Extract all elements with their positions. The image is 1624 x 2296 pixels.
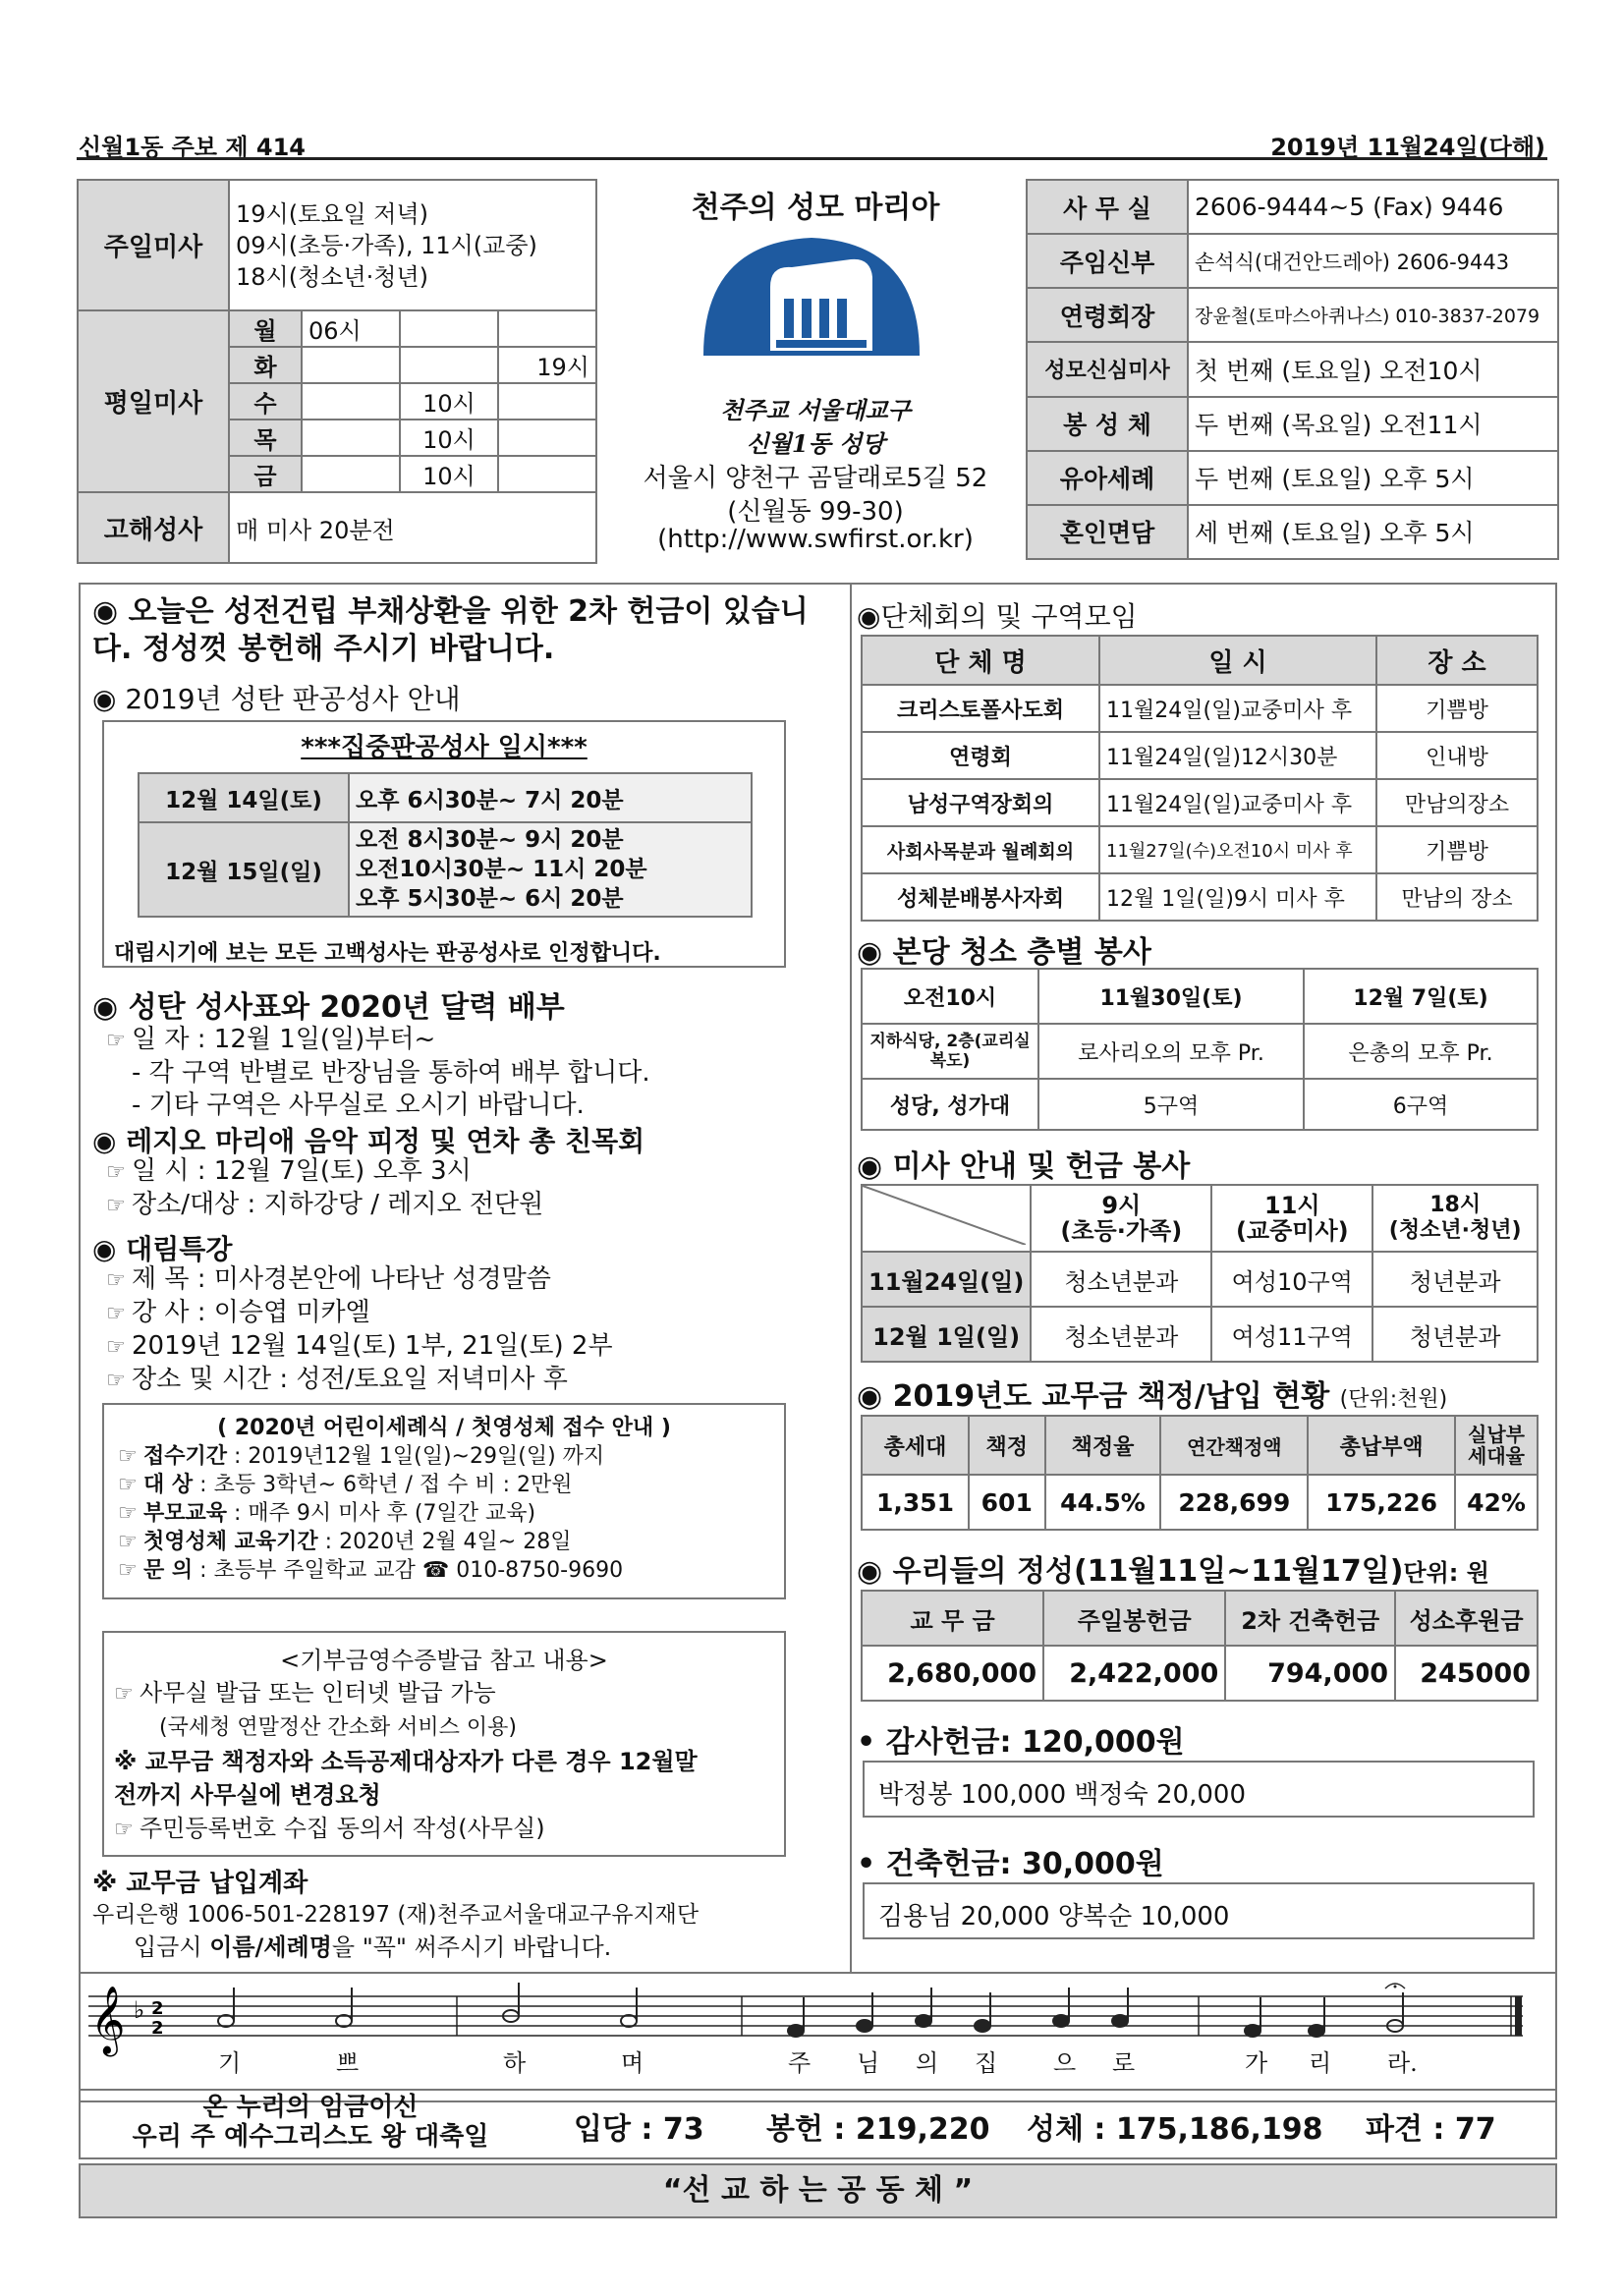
calendar-line: 일 자 : 12월 1일(일)부터~	[132, 1025, 436, 1054]
offering-title: ◉ 미사 안내 및 헌금 봉사	[857, 1149, 1191, 1184]
receipt-line: (국세청 연말정산 간소화 서비스 이용)	[159, 1715, 517, 1740]
tithe-value: 42%	[1455, 1475, 1538, 1530]
feast-name	[94, 2093, 527, 2152]
pointing-hand-icon: ☞	[106, 1302, 126, 1326]
advent-line: 2019년 12월 14일(토) 1부, 21일(토) 2부	[132, 1331, 613, 1361]
thanks-offering-donors: 박정봉 100,000 백정숙 20,000	[863, 1761, 1535, 1818]
contact-value: 장윤철(토마스아퀴나스) 010-3837-2079	[1188, 288, 1558, 342]
diagonal-line-icon	[863, 1186, 1026, 1245]
contact-value: 손석식(대건안드레아) 2606-9443	[1188, 234, 1558, 288]
weekly-offering-table	[861, 1590, 1539, 1702]
pointing-hand-icon: ☞	[118, 1473, 138, 1497]
weekday-time	[498, 456, 596, 492]
tithe-value: 228,699	[1160, 1475, 1308, 1530]
meeting-group: 연령회	[862, 732, 1099, 779]
meetings-header: 단 체 명	[862, 636, 1099, 685]
legio-title: ◉ 레지오 마리애 음악 피정 및 연차 총 친목회	[92, 1125, 645, 1157]
baptism-key: 문 의	[143, 1558, 194, 1583]
receipt-line: ※ 교무금 책정자와 소득공제대상자가 다른 경우 12월말	[114, 1748, 698, 1775]
tithe-header: 실납부 세대율	[1455, 1416, 1538, 1475]
confession-note: 대림시기에 보는 모든 고백성사는 판공성사로 인정합니다.	[114, 941, 661, 966]
account-instruction-a: 입금시	[134, 1933, 210, 1961]
offering-group: 여성11구역	[1211, 1307, 1372, 1362]
christmas-confession-title: ◉ 2019년 성탄 판공성사 안내	[92, 683, 461, 715]
meeting-place: 인내방	[1376, 732, 1538, 779]
header-rule	[77, 157, 1547, 160]
offering-header: 11시	[1264, 1192, 1320, 1219]
sunday-line: 18시(청소년·청년)	[236, 262, 428, 291]
confession-time: 오후 6시30분~ 7시 20분	[349, 773, 752, 822]
receipt-line: 주민등록번호 수집 동의서 작성(사무실)	[140, 1815, 545, 1842]
tithe-header: 총납부액	[1308, 1416, 1455, 1475]
weekday-time	[498, 420, 596, 456]
sunday-line: 09시(초등·가족), 11시(교중)	[236, 231, 537, 259]
cleaning-group: 은총의 모후 Pr.	[1304, 1024, 1538, 1079]
weekly-value: 794,000	[1225, 1646, 1395, 1701]
weekly-offering-title-text: ◉ 우리들의 정성(11월11일~11월17일)	[857, 1554, 1404, 1589]
music-divider	[79, 1972, 1557, 1974]
cleaning-area: 성당, 성가대	[862, 1079, 1038, 1130]
offering-header-sub: (교중미사)	[1235, 1217, 1349, 1245]
confession-schedule	[138, 772, 753, 918]
motto-banner: “선 교 하 는 공 동 체 ”	[79, 2163, 1557, 2218]
attendance-offering: 봉헌 : 219,220	[766, 2112, 990, 2147]
baptism-value: : 초등 3학년~ 6학년 / 접 수 비 : 2만원	[193, 1473, 573, 1497]
meetings-header: 일 시	[1099, 636, 1376, 685]
cleaning-table	[861, 968, 1539, 1131]
church-title: 천주의 성모 마리아	[691, 191, 940, 225]
contact-value: 두 번째 (목요일) 오전11시	[1188, 397, 1558, 451]
pointing-hand-icon: ☞	[106, 1029, 126, 1053]
tithe-header: 책정율	[1045, 1416, 1161, 1475]
svg-text:2: 2	[151, 1998, 164, 2019]
weekly-offering-title	[857, 1546, 1489, 1590]
cleaning-header: 12월 7일(토)	[1304, 969, 1538, 1024]
meeting-time: 12월 1일(일)9시 미사 후	[1099, 873, 1376, 921]
bulletin-date: 2019년 11월24일(다해)	[1270, 134, 1545, 161]
contact-value: 두 번째 (토요일) 오후 5시	[1188, 451, 1558, 505]
weekday-time	[498, 383, 596, 420]
thanks-offering-title: • 감사헌금: 120,000원	[857, 1725, 1185, 1760]
weekday-time: 10시	[400, 420, 498, 456]
debt-notice: ◉ 오늘은 성전건립 부채상환을 위한 2차 헌금이 있습니다. 정성껏 봉헌해 주시기 바랍니다.	[92, 594, 809, 666]
offering-group: 청년분과	[1372, 1252, 1538, 1307]
tithe-header: 총세대	[862, 1416, 969, 1475]
legio-line: 일 시 : 12월 7일(토) 오후 3시	[132, 1156, 472, 1186]
advent-lecture-title: ◉ 대림특강	[92, 1233, 233, 1265]
lyric: 쁘	[336, 2049, 360, 2077]
church-logo-icon	[694, 228, 929, 385]
confession-time: 오전10시30분~ 11시 20분	[356, 857, 647, 882]
church-address: 서울시 양천구 곰달래로5길 52	[643, 464, 988, 493]
attendance-dismissal: 파견 : 77	[1366, 2112, 1496, 2147]
meetings-title: ◉단체회의 및 구역모임	[857, 600, 1138, 633]
baptism-title: ( 2020년 어린이세례식 / 첫영성체 접수 안내 )	[217, 1416, 671, 1440]
meeting-group: 성체분배봉사자회	[862, 873, 1099, 921]
weekday-time	[400, 310, 498, 347]
lyric: 주	[788, 2049, 812, 2077]
tithe-unit: (단위:천원)	[1339, 1387, 1448, 1412]
mass-times-table	[77, 179, 597, 564]
pointing-hand-icon: ☞	[118, 1501, 138, 1526]
lyric: 가	[1245, 2049, 1268, 2077]
attendance-entrance: 입당 : 73	[574, 2112, 704, 2147]
weekday-time	[400, 347, 498, 383]
legio-line: 장소/대상 : 지하강당 / 레지오 전단원	[132, 1190, 544, 1219]
lyric: 의	[916, 2049, 939, 2077]
meeting-group: 사회사목분과 월례회의	[862, 826, 1099, 873]
svg-text:𝄞: 𝄞	[90, 1986, 126, 2054]
contact-label: 성모신심미사	[1027, 342, 1188, 396]
contact-label: 연령회장	[1027, 288, 1188, 342]
confession-date: 12월 15일(일)	[139, 822, 349, 917]
sunday-mass-label: 주일미사	[78, 180, 229, 310]
tithe-value: 44.5%	[1045, 1475, 1161, 1530]
contact-label: 주임신부	[1027, 234, 1188, 288]
weekday-time	[302, 456, 400, 492]
weekday-time	[302, 347, 400, 383]
confession-box-title	[102, 727, 786, 763]
hymn-lyrics	[0, 2044, 1624, 2077]
cleaning-header: 오전10시	[862, 969, 1038, 1024]
meeting-place: 만남의 장소	[1376, 873, 1538, 921]
pointing-hand-icon: ☞	[118, 1558, 138, 1583]
offering-header: 9시	[1101, 1192, 1142, 1219]
calendar-title: ◉ 성탄 성사표와 2020년 달력 배부	[92, 990, 565, 1025]
weekday-time: 19시	[498, 347, 596, 383]
offering-group: 청년분과	[1372, 1307, 1538, 1362]
pointing-hand-icon: ☞	[114, 1682, 134, 1707]
meeting-time: 11월24일(일)교중미사 후	[1099, 685, 1376, 732]
cleaning-header: 11월30일(토)	[1038, 969, 1304, 1024]
weekday-day: 월	[229, 310, 302, 347]
account-line: 우리은행 1006-501-228197 (재)천주교서울대교구유지재단	[92, 1902, 700, 1928]
weekday-time	[302, 383, 400, 420]
lyric: 라.	[1387, 2049, 1418, 2077]
meetings-header: 장 소	[1376, 636, 1538, 685]
weekday-mass-label: 평일미사	[78, 310, 229, 492]
weekday-time	[302, 420, 400, 456]
weekly-header: 주일봉헌금	[1043, 1591, 1225, 1646]
offering-header: 18시	[1429, 1193, 1482, 1217]
weekday-time: 10시	[400, 383, 498, 420]
weekday-day: 화	[229, 347, 302, 383]
offering-header-sub: (청소년·청년)	[1388, 1218, 1522, 1243]
weekly-header: 성소후원금	[1395, 1591, 1538, 1646]
lyric: 하	[503, 2049, 527, 2077]
weekly-value: 245000	[1395, 1646, 1538, 1701]
receipt-title: <기부금영수증발급 참고 내용>	[280, 1647, 608, 1674]
offering-date: 11월24일(일)	[862, 1252, 1031, 1307]
meeting-time: 11월24일(일)12시30분	[1099, 732, 1376, 779]
calendar-line: - 기타 구역은 사무실로 오시기 바랍니다.	[132, 1091, 585, 1120]
logo-caption-2: 신월1동 성당	[746, 429, 885, 458]
column-divider	[850, 583, 852, 1973]
offering-group: 여성10구역	[1211, 1252, 1372, 1307]
weekday-day: 수	[229, 383, 302, 420]
logo-caption-1: 천주교 서울대교구	[720, 396, 911, 424]
attendance-communion: 성체 : 175,186,198	[1027, 2112, 1323, 2147]
church-url[interactable]: (http://www.swfirst.or.kr)	[657, 525, 974, 554]
lyric: 로	[1112, 2049, 1136, 2077]
contact-value: 2606-9444~5 (Fax) 9446	[1188, 180, 1558, 234]
meeting-time: 11월24일(일)교중미사 후	[1099, 779, 1376, 826]
pointing-hand-icon: ☞	[106, 1268, 126, 1293]
tithe-title	[857, 1372, 1447, 1415]
cleaning-group: 6구역	[1304, 1079, 1538, 1130]
confession-time: 오후 5시30분~ 6시 20분	[356, 886, 624, 912]
confession-box-title-text: ***집중판공성사 일시***	[301, 733, 588, 762]
cleaning-group: 5구역	[1038, 1079, 1304, 1130]
weekly-offering-unit: 단위: 원	[1403, 1559, 1489, 1587]
cleaning-area: 지하식당, 2층(교리실복도)	[862, 1024, 1038, 1079]
offering-group: 청소년분과	[1031, 1252, 1211, 1307]
offering-table	[861, 1184, 1539, 1363]
confession-time: 오전 8시30분~ 9시 20분	[356, 827, 624, 853]
weekday-time: 06시	[302, 310, 400, 347]
tithe-value: 601	[969, 1475, 1045, 1530]
advent-line: 강 사 : 이승엽 미카엘	[132, 1298, 370, 1327]
meeting-group: 크리스토폴사도회	[862, 685, 1099, 732]
baptism-key: 대 상	[143, 1473, 194, 1497]
contact-value: 첫 번째 (토요일) 오전10시	[1188, 342, 1558, 396]
meeting-place: 만남의장소	[1376, 779, 1538, 826]
contact-label: 혼인면담	[1027, 505, 1188, 559]
pointing-hand-icon: ☞	[106, 1369, 126, 1393]
svg-text:2: 2	[151, 2018, 164, 2039]
pointing-hand-icon: ☞	[118, 1444, 138, 1469]
cleaning-title: ◉ 본당 청소 층별 봉사	[857, 935, 1151, 970]
contact-label: 사 무 실	[1027, 180, 1188, 234]
tithe-header: 연간책정액	[1160, 1416, 1308, 1475]
lyric: 리	[1309, 2049, 1332, 2077]
contact-label: 유아세례	[1027, 451, 1188, 505]
church-address-2: (신월동 99-30)	[727, 497, 904, 527]
tithe-value: 1,351	[862, 1475, 969, 1530]
lyric: 으	[1053, 2049, 1077, 2077]
contacts-table	[1026, 179, 1559, 560]
sunday-line: 19시(토요일 저녁)	[236, 199, 428, 228]
bulletin-issue: 신월1동 주보 제 414	[79, 134, 306, 161]
baptism-details	[118, 1442, 623, 1585]
meeting-place: 기쁨방	[1376, 685, 1538, 732]
weekday-day: 목	[229, 420, 302, 456]
account-instruction-b: 이름/세례명	[209, 1933, 332, 1961]
lyric: 님	[857, 2049, 880, 2077]
cleaning-group: 로사리오의 모후 Pr.	[1038, 1024, 1304, 1079]
confession-label: 고해성사	[78, 492, 229, 563]
contact-value: 세 번째 (토요일) 오후 5시	[1188, 505, 1558, 559]
pointing-hand-icon: ☞	[118, 1530, 138, 1554]
pointing-hand-icon: ☞	[106, 1335, 126, 1360]
weekly-value: 2,680,000	[862, 1646, 1043, 1701]
account-title: ※ 교무금 납입계좌	[92, 1869, 308, 1898]
tithe-header: 책정	[969, 1416, 1045, 1475]
meeting-place: 기쁨방	[1376, 826, 1538, 873]
pointing-hand-icon: ☞	[114, 1818, 134, 1842]
weekday-time	[498, 310, 596, 347]
meetings-table	[861, 635, 1539, 922]
offering-date: 12월 1일(일)	[862, 1307, 1031, 1362]
building-offering-donors: 김용님 20,000 양복순 10,000	[863, 1882, 1535, 1939]
baptism-key: 첫영성체 교육기간	[143, 1530, 318, 1554]
weekday-time: 10시	[400, 456, 498, 492]
baptism-value: : 초등부 주일학교 교감 ☎ 010-8750-9690	[193, 1558, 624, 1583]
receipt-line: 사무실 발급 또는 인터넷 발급 가능	[140, 1679, 496, 1707]
confession-value: 매 미사 20분전	[229, 492, 596, 563]
weekly-header: 2차 건축헌금	[1225, 1591, 1395, 1646]
feast-line: 온 누리의 임금이신	[202, 2093, 419, 2122]
baptism-value: : 2020년 2월 4일~ 28일	[317, 1530, 572, 1554]
svg-text:♭: ♭	[134, 1996, 145, 2024]
lyric: 며	[621, 2049, 644, 2077]
baptism-key: 접수기간	[143, 1444, 228, 1469]
weekday-day: 금	[229, 456, 302, 492]
feast-line: 우리 주 예수그리스도 왕 대축일	[132, 2122, 489, 2152]
advent-line: 장소 및 시간 : 성전/토요일 저녁미사 후	[132, 1365, 568, 1394]
weekly-value: 2,422,000	[1043, 1646, 1225, 1701]
baptism-value: : 매주 9시 미사 후 (7일간 교육)	[227, 1501, 536, 1526]
confession-date: 12월 14일(토)	[139, 773, 349, 822]
tithe-table	[861, 1415, 1539, 1531]
account-instruction-c: 을 "꼭" 써주시기 바랍니다.	[331, 1933, 612, 1961]
pointing-hand-icon: ☞	[106, 1194, 126, 1218]
receipt-details	[114, 1676, 698, 1847]
offering-header-sub: (초등·가족)	[1060, 1217, 1183, 1245]
lyric: 기	[218, 2049, 242, 2077]
advent-details	[106, 1263, 613, 1397]
contact-label: 봉 성 체	[1027, 397, 1188, 451]
baptism-value: : 2019년12월 1일(일)~29일(일) 까지	[227, 1444, 605, 1469]
meeting-time: 11월27일(수)오전10시 미사 후	[1099, 826, 1376, 873]
receipt-line: 전까지 사무실에 변경요청	[114, 1781, 381, 1809]
lyric: 집	[975, 2049, 998, 2077]
pointing-hand-icon: ☞	[106, 1160, 126, 1185]
offering-diagonal	[862, 1185, 1031, 1252]
account-instruction	[134, 1928, 611, 1962]
offering-group: 청소년분과	[1031, 1307, 1211, 1362]
building-offering-title: • 건축헌금: 30,000원	[857, 1847, 1164, 1881]
legio-details	[106, 1155, 543, 1222]
meeting-group: 남성구역장회의	[862, 779, 1099, 826]
advent-line: 제 목 : 미사경본안에 나타난 성경말씀	[132, 1264, 551, 1294]
tithe-value: 175,226	[1308, 1475, 1455, 1530]
baptism-key: 부모교육	[143, 1501, 228, 1526]
weekly-header: 교 무 금	[862, 1591, 1043, 1646]
calendar-line: - 각 구역 반별로 반장님을 통하여 배부 합니다.	[132, 1058, 650, 1088]
calendar-details	[106, 1024, 650, 1122]
tithe-title-text: ◉ 2019년도 교무금 책정/납입 현황	[857, 1379, 1330, 1414]
